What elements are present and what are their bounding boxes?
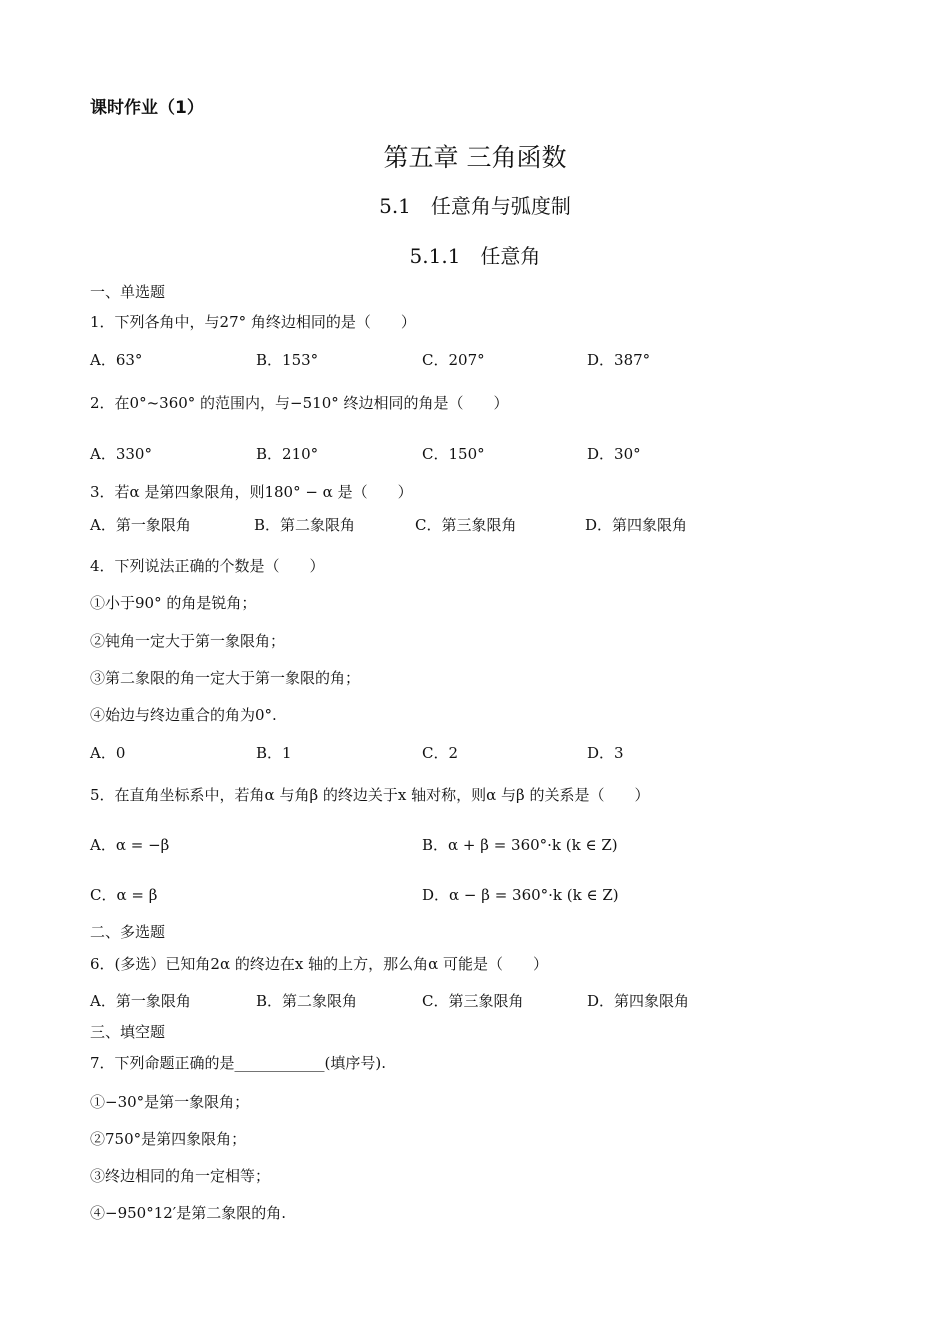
q1-option-d: D．387° (587, 351, 651, 369)
q6-option-a: A．第一象限角 (90, 992, 191, 1010)
q1-option-a: A．63° (90, 351, 143, 369)
section-heading-fill-in: 三、填空题 (90, 1023, 166, 1041)
question-1-stem: 1．下列各角中，与27° 角终边相同的是（ ） (90, 313, 416, 331)
q5-option-d: D．α − β = 360°·k (k ∈ Z) (422, 886, 619, 904)
question-3-stem: 3．若α 是第四象限角，则180° − α 是（ ） (90, 483, 413, 501)
question-5-stem: 5．在直角坐标系中，若角α 与角β 的终边关于x 轴对称，则α 与β 的关系是（ ） (90, 786, 650, 804)
question-6-stem: 6．(多选）已知角2α 的终边在x 轴的上方，那么角α 可能是（ ） (90, 955, 548, 973)
q3-option-d: D．第四象限角 (585, 516, 688, 534)
q7-statement-4: ④−950°12′是第二象限的角. (90, 1204, 286, 1222)
q6-option-b: B．第二象限角 (256, 992, 358, 1010)
q3-option-b: B．第二象限角 (254, 516, 356, 534)
q2-option-d: D．30° (587, 445, 641, 463)
q4-option-c: C．2 (422, 744, 459, 762)
q2-option-a: A．330° (90, 445, 152, 463)
q1-option-b: B．153° (256, 351, 319, 369)
q5-option-a: A．α = −β (90, 836, 170, 854)
section-heading-multiple-choice: 二、多选题 (90, 923, 166, 941)
q4-statement-1: ①小于90° 的角是锐角； (90, 594, 257, 612)
question-4-stem: 4．下列说法正确的个数是（ ） (90, 557, 325, 575)
section-title: 5.1 任意角与弧度制 (379, 194, 571, 218)
q2-option-b: B．210° (256, 445, 319, 463)
q7-statement-3: ③终边相同的角一定相等； (90, 1167, 271, 1185)
q4-option-a: A．0 (90, 744, 126, 762)
q4-statement-4: ④始边与终边重合的角为0°. (90, 706, 277, 724)
q2-option-c: C．150° (422, 445, 485, 463)
chapter-title: 第五章 三角函数 (383, 143, 567, 172)
q5-option-c: C．α = β (90, 886, 158, 904)
q4-option-d: D．3 (587, 744, 624, 762)
q4-statement-2: ②钝角一定大于第一象限角； (90, 632, 286, 650)
q3-option-a: A．第一象限角 (90, 516, 191, 534)
question-7-stem: 7．下列命题正确的是____________(填序号). (90, 1054, 387, 1072)
q6-option-c: C．第三象限角 (422, 992, 524, 1010)
subsection-title: 5.1.1 任意角 (409, 244, 541, 268)
q4-option-b: B．1 (256, 744, 292, 762)
q3-option-c: C．第三象限角 (415, 516, 517, 534)
homework-title: 课时作业（1） (90, 98, 204, 118)
q6-option-d: D．第四象限角 (587, 992, 690, 1010)
question-2-stem: 2．在0°~360° 的范围内，与−510° 终边相同的角是（ ） (90, 394, 509, 412)
q1-option-c: C．207° (422, 351, 485, 369)
q5-option-b: B．α + β = 360°·k (k ∈ Z) (422, 836, 618, 854)
q4-statement-3: ③第二象限的角一定大于第一象限的角； (90, 669, 361, 687)
section-heading-single-choice: 一、单选题 (90, 283, 166, 301)
q7-statement-2: ②750°是第四象限角； (90, 1130, 247, 1148)
q7-statement-1: ①−30°是第一象限角； (90, 1093, 250, 1111)
